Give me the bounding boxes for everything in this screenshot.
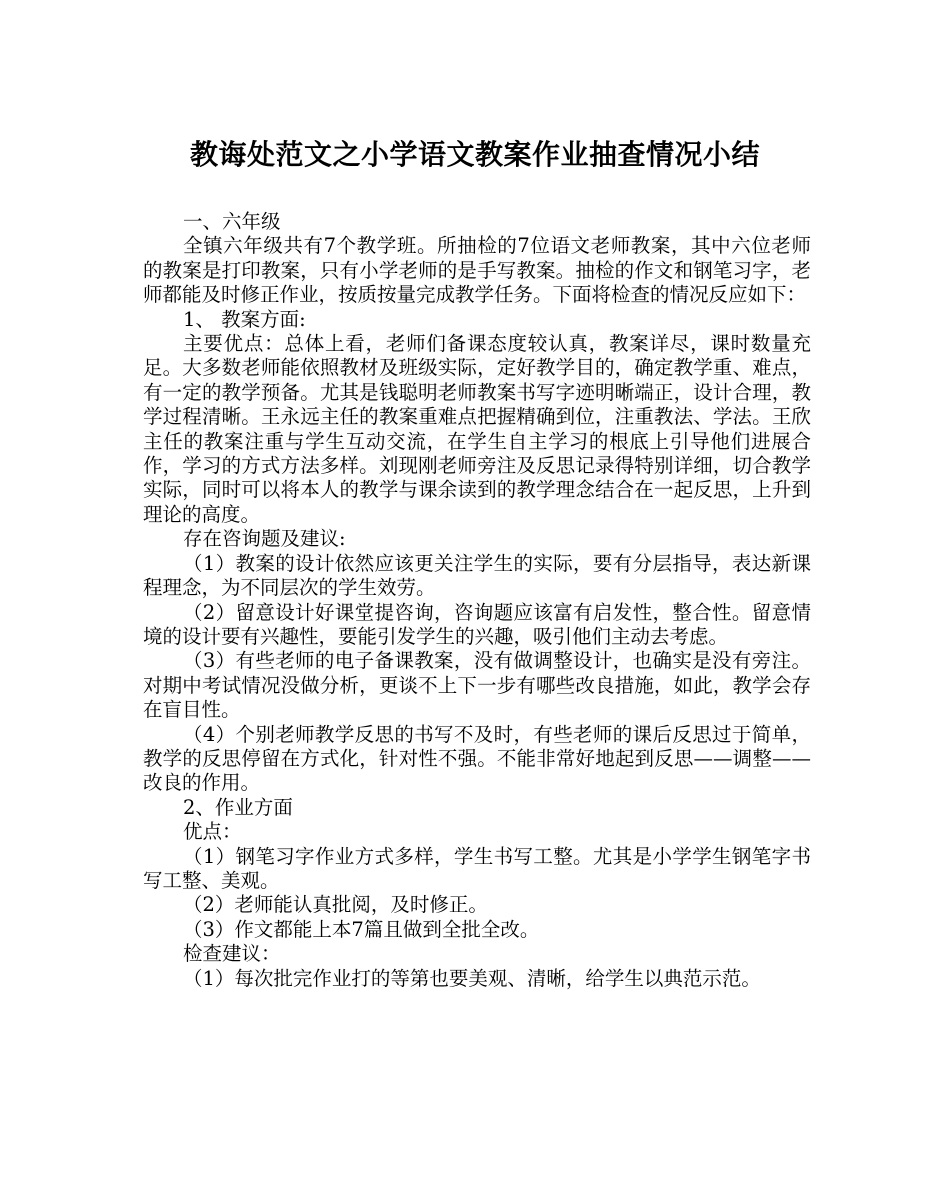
paragraph-problems-heading: 存在咨询题及建议: [183,527,346,551]
paragraph-strength-3: （3）作文都能上本7篇且做到全批全改。 [183,917,540,941]
subsection-heading-homework: 2、作业方面 [183,795,293,819]
paragraph-overview: 全镇六年级共有7个教学班。所抽检的7位语文老师教案，其中六位老师的教案是打印教案，只有小学老师的是手写教案。抽检的作文和钢笔习字，老师都能及时修正作业，按质按量完成教学任务。下面将检查的情况反应如下： [143,234,811,307]
paragraph-suggestions-heading: 检查建议： [183,942,281,966]
paragraph-strengths-heading: 优点： [183,820,242,844]
paragraph-problem-4: （4）个别老师教学反思的书写不及时，有些老师的课后反思过于简单，教学的反思停留在方式化，针对性不强。不能非常好地起到反思——调整——改良的作用。 [143,722,811,795]
subsection-heading-lesson-plans: 1、 教案方面: [183,307,306,331]
section-heading-grade-six: 一、六年级 [183,210,281,233]
paragraph-strength-2: （2）老师能认真批阅，及时修正。 [183,893,488,917]
document-body [143,210,811,991]
paragraph-problem-1: （1）教案的设计依然应该更关注学生的实际，要有分层指导，表达新课程理念，为不同层次的学生效劳。 [143,551,811,600]
paragraph-problem-2: （2）留意设计好课堂提咨询，咨询题应该富有启发性，整合性。留意情境的设计要有兴趣性，要能引发学生的兴趣，吸引他们主动去考虑。 [143,600,811,648]
paragraph-problem-3: （3）有些老师的电子备课教案，没有做调整设计，也确实是没有旁注。对期中考试情况没做分析，更谈不上下一步有哪些改良措施，如此，教学会存在盲目性。 [143,649,811,722]
document-title: 教诲处范文之小学语文教案作业抽查情况小结 [189,138,760,171]
paragraph-main-strengths: 主要优点：总体上看，老师们备课态度较认真，教案详尽，课时数量充足。大多数老师能依照教材及班级实际，定好教学目的，确定教学重、难点，有一定的教学预备。尤其是钱聪明老师教案书写字迹明晰端正，设计合理，教学过程清晰。王永远主任的教案重难点把握精确到位，注重教法、学法。王欣主任的教案注重与学生互动交流，在学生自主学习的根底上引导他们进展合作，学习的方式方法多样。刘现刚老师旁注及反思记录得特别详细，切合教学实际，同时可以将本人的教学与课余读到的教学理念结合在一起反思，上升到理论的高度。 [143,332,811,526]
paragraph-strength-1: （1）钢笔习字作业方式多样，学生书写工整。尤其是小学学生钢笔字书写工整、美观。 [143,844,811,892]
paragraph-suggestion-1: （1）每次批完作业打的等第也要美观、清晰，给学生以典范示范。 [183,966,761,990]
